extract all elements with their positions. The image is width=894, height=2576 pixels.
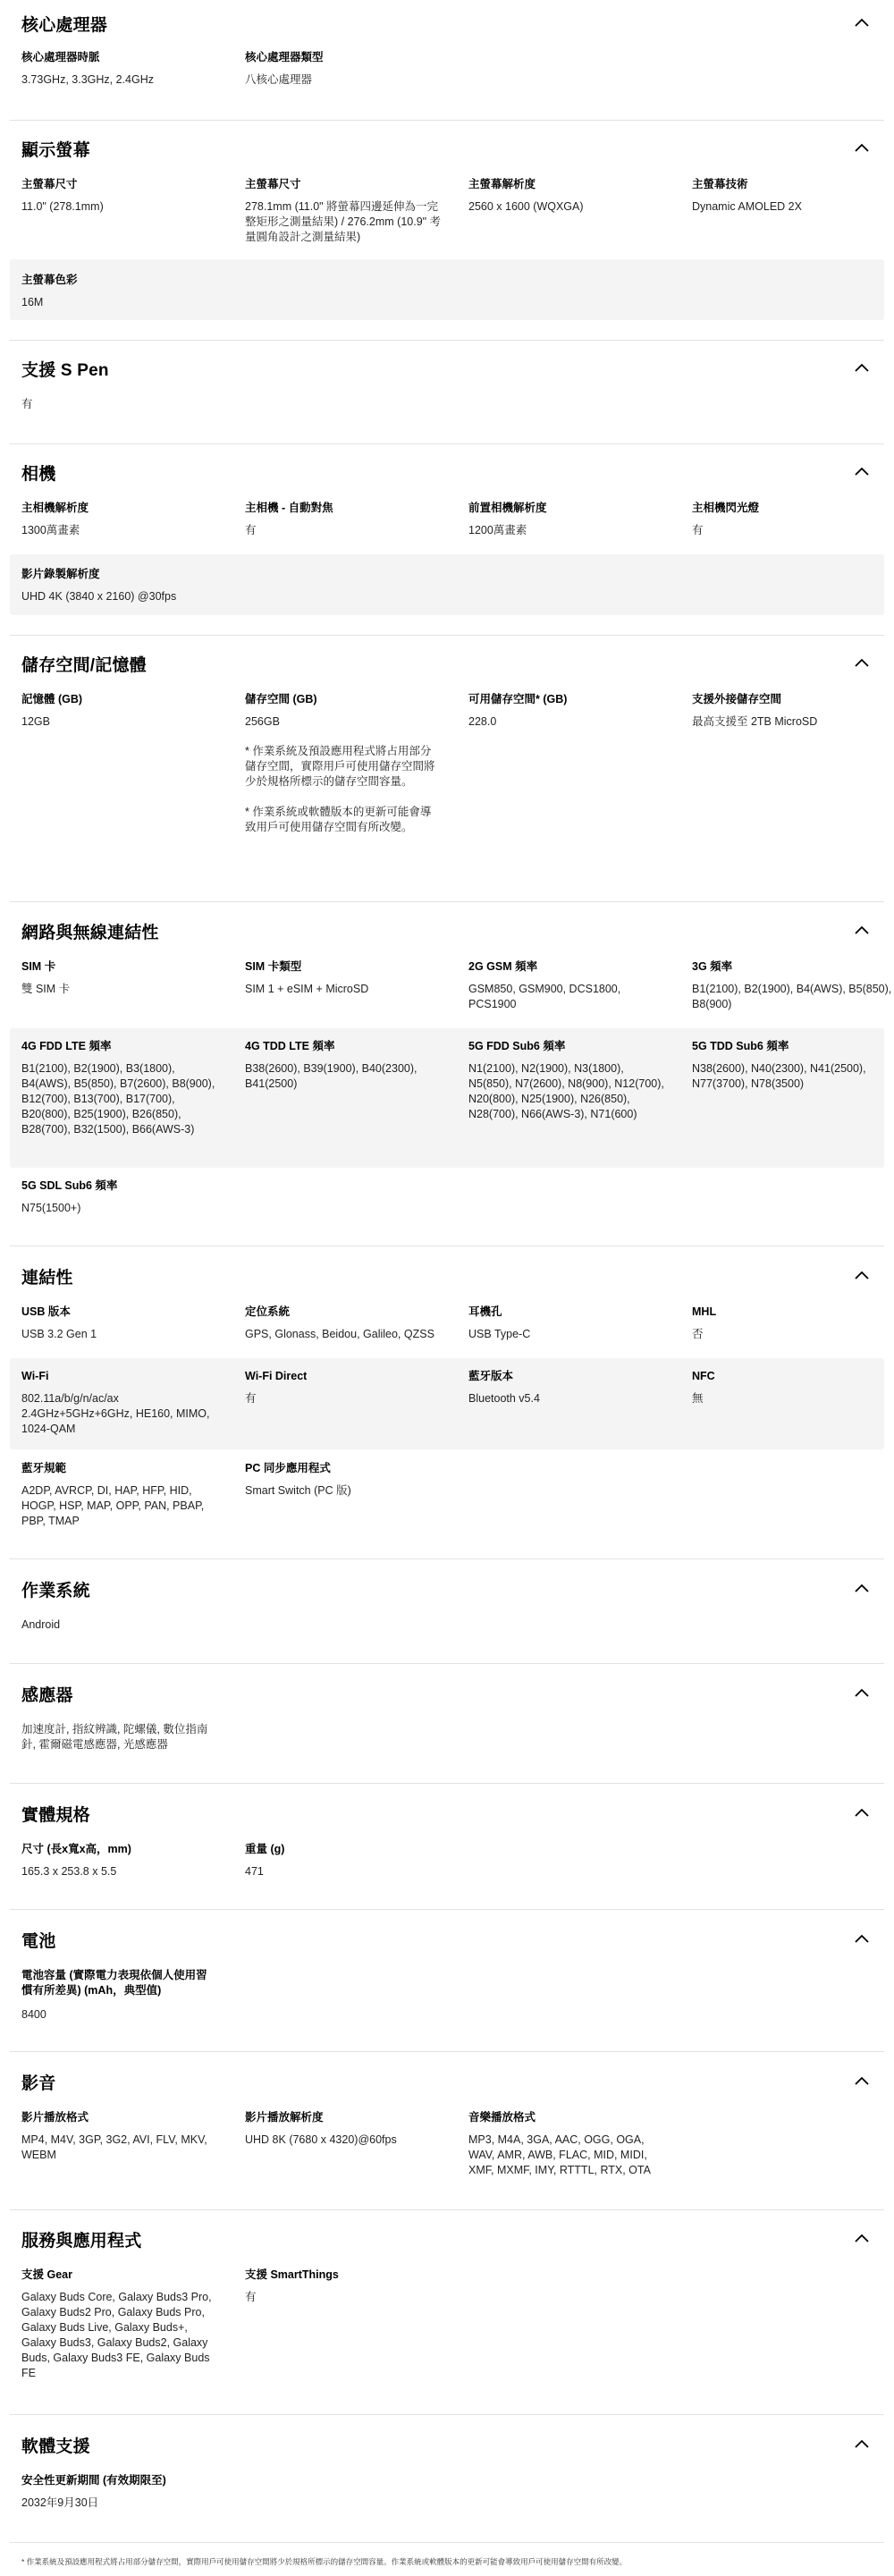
spec-gear-support [21,2268,214,2381]
spec-label: 主螢幕尺寸 [21,178,78,190]
spec-label: 藍牙版本 [468,1370,514,1382]
section-header-physical[interactable] [21,1797,873,1829]
spec-value: 278.1mm (11.0" 將螢幕四邊延伸為一完整矩形之測量結果) / 276.2mm (10.9" 考量圓角設計之測量結果) [245,200,442,243]
spec-label: 耳機孔 [468,1305,502,1318]
spec-pc-sync [245,1461,446,1499]
spec-value: 有 [692,524,704,536]
spec-storage [245,692,437,835]
spec-camera-autofocus [245,501,446,538]
spec-value: 256GB [245,715,280,728]
spec-label: PC 同步應用程式 [245,1462,331,1474]
spec-value: 165.3 x 253.8 x 5.5 [21,1865,117,1878]
spec-5g-sdl-sub6 [21,1178,223,1216]
spec-4g-tdd-lte [245,1039,446,1092]
spec-label: MHL [692,1305,717,1318]
spec-value: GSM850, GSM900, DCS1800, PCS1900 [468,983,621,1010]
spec-label: Wi-Fi [21,1370,49,1382]
spec-5g-tdd-sub6 [692,1039,893,1092]
spec-label: 重量 (g) [245,1843,285,1855]
spec-value: A2DP, AVRCP, DI, HAP, HFP, HID, HOGP, HSP, MAP, OPP, PAN, PBAP, PBP, TMAP [21,1484,205,1527]
spec-value: 3.73GHz, 3.3GHz, 2.4GHz [21,73,154,86]
chevron-up-icon[interactable] [851,461,873,483]
spec-value: 1300萬畫素 [21,524,80,536]
spec-usb [21,1305,223,1342]
spec-value: 有 [245,524,257,536]
spec-audio-format [468,2110,661,2178]
spec-cpu-speed [21,50,223,88]
section-header-cpu[interactable] [21,7,873,39]
spec-label: 主螢幕尺寸 [245,178,301,190]
spec-label: 安全性更新期間 (有效期限至) [21,2474,166,2487]
spec-value: SIM 1 + eSIM + MicroSD [245,983,369,995]
spec-label: USB 版本 [21,1305,71,1318]
section-title: 實體規格 [21,1805,90,1825]
spec-value: GPS, Glonass, Beidou, Galileo, QZSS [245,1328,434,1340]
spec-label: 主螢幕色彩 [21,274,78,286]
storage-note: * 作業系統或軟體版本的更新可能會導致用戶可使用儲存空間有所改變。 [245,806,432,833]
section-header-storage[interactable] [21,647,873,680]
spec-label: 主相機 - 自動對焦 [245,502,333,514]
spec-label: 主相機閃光燈 [692,502,760,514]
section-header-display[interactable] [21,132,873,165]
section-divider [10,443,884,444]
spec-display-technology [692,177,893,215]
spec-label: 支援 Gear [21,2268,72,2281]
spec-value: UHD 4K (3840 x 2160) @30fps [21,590,177,603]
spec-camera-flash [692,501,893,538]
section-divider [10,120,884,121]
spec-value: 8400 [21,2008,46,2021]
section-title: 支援 S Pen [21,360,109,380]
chevron-up-icon[interactable] [851,1803,873,1824]
spec-value: MP3, M4A, 3GA, AAC, OGG, OGA, WAV, AMR, AWB, FLAC, MID, MIDI, XMF, MXMF, IMY, RTTTL, RTX, OTA [468,2133,651,2176]
section-title: 顯示螢幕 [21,140,90,160]
spec-label: 藍牙規範 [21,1462,67,1474]
spec-3g [692,959,893,1012]
section-title: 影音 [21,2073,56,2093]
section-header-connectivity[interactable] [21,1260,873,1292]
spec-display-resolution [468,177,670,215]
chevron-up-icon[interactable] [851,1683,873,1704]
spec-weight [245,1842,446,1879]
chevron-up-icon[interactable] [851,2434,873,2455]
spec-label: 4G FDD LTE 頻率 [21,1040,112,1052]
section-divider [10,635,884,636]
section-header-os[interactable] [21,1573,873,1605]
spec-value: 1200萬畫素 [468,524,527,536]
chevron-up-icon[interactable] [851,1265,873,1287]
spec-battery-capacity [21,1968,214,2023]
spec-ram [21,692,223,730]
spec-external-storage [692,692,893,730]
spec-label: 影片播放格式 [21,2111,89,2124]
section-header-spen[interactable] [21,352,873,384]
spec-value: UHD 8K (7680 x 4320)@60fps [245,2133,397,2146]
section-divider [10,340,884,341]
spec-value: Dynamic AMOLED 2X [692,200,802,213]
section-header-network[interactable] [21,915,873,947]
section-title: 服務與應用程式 [21,2231,142,2251]
chevron-up-icon[interactable] [851,653,873,674]
spec-value: USB Type-C [468,1328,531,1340]
spec-camera-video [21,567,290,604]
spec-value: USB 3.2 Gen 1 [21,1328,97,1340]
spec-value: 無 [692,1392,704,1405]
footnote: * 作業系統及預設應用程式將占用部分儲存空間，實際用戶可使用儲存空間將少於規格所標示的儲存空間容量。作業系統或軟體版本的更新可能會導致用戶可使用儲存空間有所改變。 [21,2557,628,2566]
spec-value: Galaxy Buds Core, Galaxy Buds3 Pro, Galaxy Buds2 Pro, Galaxy Buds Pro, Galaxy Buds Live, Galaxy Buds+, Galaxy Buds3, Galaxy Buds2, Galaxy Buds, Galaxy Buds3 FE, Galaxy Buds FE [21,2291,212,2379]
section-header-services[interactable] [21,2223,873,2255]
spec-label: 2G GSM 頻率 [468,960,538,973]
spec-value: N1(2100), N2(1900), N3(1800), N5(850), N7(2600), N8(900), N12(700), N20(800), N25(1900), N26(850), N28(700), N66(AWS-3), N71(600) [468,1062,664,1120]
spec-value: 2560 x 1600 (WQXGA) [468,200,584,213]
spec-label: 5G SDL Sub6 頻率 [21,1179,118,1192]
chevron-up-icon[interactable] [851,13,873,34]
spec-label: 核心處理器時脈 [21,51,100,63]
spec-label: 前置相機解析度 [468,502,547,514]
chevron-up-icon[interactable] [851,358,873,379]
spec-value: Bluetooth v5.4 [468,1392,540,1405]
spec-label: 尺寸 (長x寬x高，mm) [21,1843,131,1855]
section-divider [10,2209,884,2210]
spec-label: 影片錄製解析度 [21,568,100,580]
spec-4g-fdd-lte [21,1039,223,1137]
section-header-audio-video[interactable] [21,2065,873,2098]
spec-video-resolution [245,2110,446,2148]
spec-wifi-direct [245,1369,446,1406]
spec-value: N38(2600), N40(2300), N41(2500), N77(3700), N78(3500) [692,1062,866,1090]
spec-bluetooth-profiles [21,1461,223,1529]
spec-value: 最高支援至 2TB MicroSD [692,715,818,728]
spec-value: 加速度計, 指紋辨識, 陀螺儀, 數位指南針, 霍爾磁電感應器, 光感應器 [21,1723,208,1751]
spec-label: SIM 卡 [21,960,56,973]
spec-label: 主相機解析度 [21,502,89,514]
spec-value: 16M [21,296,44,308]
spec-security-update [21,2473,290,2511]
spec-label: 音樂播放格式 [468,2111,536,2124]
section-title: 軟體支援 [21,2437,90,2456]
spec-label: 5G FDD Sub6 頻率 [468,1040,566,1052]
section-divider [10,1783,884,1784]
section-divider [10,2051,884,2052]
spec-earjack [468,1305,670,1342]
chevron-up-icon[interactable] [851,2071,873,2092]
spec-nfc [692,1369,893,1406]
spec-value: Android [21,1618,61,1631]
spec-value: 802.11a/b/g/n/ac/ax 2.4GHz+5GHz+6GHz, HE160, MIMO, 1024-QAM [21,1392,210,1435]
spec-value: B1(2100), B2(1900), B4(AWS), B5(850), B8(900) [692,983,892,1010]
spec-value: 有 [21,398,33,410]
section-title: 網路與無線連結性 [21,923,159,942]
spec-spen [21,397,223,412]
spec-value: 2032年9月30日 [21,2496,99,2509]
section-title: 儲存空間/記憶體 [21,655,147,675]
spec-value: B38(2600), B39(1900), B40(2300), B41(2500) [245,1062,417,1090]
spec-value: 雙 SIM 卡 [21,983,71,995]
spec-label: 4G TDD LTE 頻率 [245,1040,335,1052]
section-divider [10,1663,884,1664]
chevron-up-icon[interactable] [851,1578,873,1600]
spec-video-format [21,2110,214,2163]
spec-value: 有 [245,1392,257,1405]
spec-value: Smart Switch (PC 版) [245,1484,351,1497]
spec-label: 影片播放解析度 [245,2111,324,2124]
spec-value: 11.0" (278.1mm) [21,200,104,213]
spec-display-size-detail [245,177,446,245]
spec-value: 否 [692,1328,704,1340]
spec-label: 核心處理器類型 [245,51,324,63]
spec-label: 電池容量 (實際電力表現依個人使用習慣有所差異) (mAh，典型值) [21,1969,207,1997]
section-header-battery[interactable] [21,1923,873,1955]
spec-label: 主螢幕解析度 [468,178,536,190]
spec-label: NFC [692,1370,715,1382]
spec-display-size [21,177,223,215]
section-title: 感應器 [21,1685,73,1705]
section-title: 作業系統 [21,1581,90,1600]
spec-sim-type [245,959,446,997]
spec-label: 定位系統 [245,1305,291,1318]
spec-label: 5G TDD Sub6 頻率 [692,1040,789,1052]
spec-5g-fdd-sub6 [468,1039,670,1122]
spec-wifi [21,1369,223,1437]
section-divider [10,1909,884,1910]
section-title: 電池 [21,1931,56,1951]
spec-label: 記憶體 (GB) [21,693,83,705]
spec-sensors [21,1722,214,1753]
storage-note: * 作業系統及預設應用程式將占用部分儲存空間，實際用戶可使用儲存空間將少於規格所標示的儲存空間容量。 [245,745,435,788]
spec-dimension [21,1842,223,1879]
section-header-sensors[interactable] [21,1677,873,1710]
chevron-up-icon[interactable] [851,1929,873,1950]
spec-label: Wi-Fi Direct [245,1370,308,1382]
section-divider [10,2542,884,2543]
spec-value: 228.0 [468,715,497,728]
section-header-camera[interactable] [21,456,873,488]
spec-mhl [692,1305,893,1342]
section-divider [10,901,884,902]
spec-label: 儲存空間 (GB) [245,693,317,705]
section-divider [10,2414,884,2415]
spec-value: 八核心處理器 [245,73,313,86]
spec-value: 有 [245,2291,257,2303]
chevron-up-icon[interactable] [851,138,873,159]
spec-bluetooth-version [468,1369,670,1406]
spec-value: 12GB [21,715,50,728]
spec-cpu-type [245,50,446,88]
spec-label: 支援外接儲存空間 [692,693,782,705]
spec-sim [21,959,223,997]
section-divider [10,1558,884,1559]
spec-available-storage [468,692,670,730]
spec-value: B1(2100), B2(1900), B3(1800), B4(AWS), B5(850), B7(2600), B8(900), B12(700), B13(700), B17(700), B20(800), B25(1900), B26(850), B28(700), B32(1500), B66(AWS-3) [21,1062,215,1136]
spec-label: 主螢幕技術 [692,178,748,190]
section-title: 相機 [21,464,56,484]
section-header-software[interactable] [21,2428,873,2461]
spec-label: 3G 頻率 [692,960,733,973]
spec-label: 支援 SmartThings [245,2268,339,2281]
spec-camera-front-resolution [468,501,670,538]
chevron-up-icon[interactable] [851,2228,873,2250]
spec-value: N75(1500+) [21,1202,81,1214]
spec-value: 471 [245,1865,264,1878]
spec-camera-rear-resolution [21,501,223,538]
spec-display-color [21,273,223,310]
spec-value: MP4, M4V, 3GP, 3G2, AVI, FLV, MKV, WEBM [21,2133,207,2161]
spec-label: 可用儲存空間* (GB) [468,693,568,705]
section-title: 核心處理器 [21,15,108,35]
spec-2g-gsm [468,959,670,1012]
spec-label: SIM 卡類型 [245,960,302,973]
section-title: 連結性 [21,1268,73,1288]
spec-location [245,1305,446,1342]
spec-smartthings [245,2268,446,2305]
chevron-up-icon[interactable] [851,920,873,942]
spec-os [21,1617,223,1633]
